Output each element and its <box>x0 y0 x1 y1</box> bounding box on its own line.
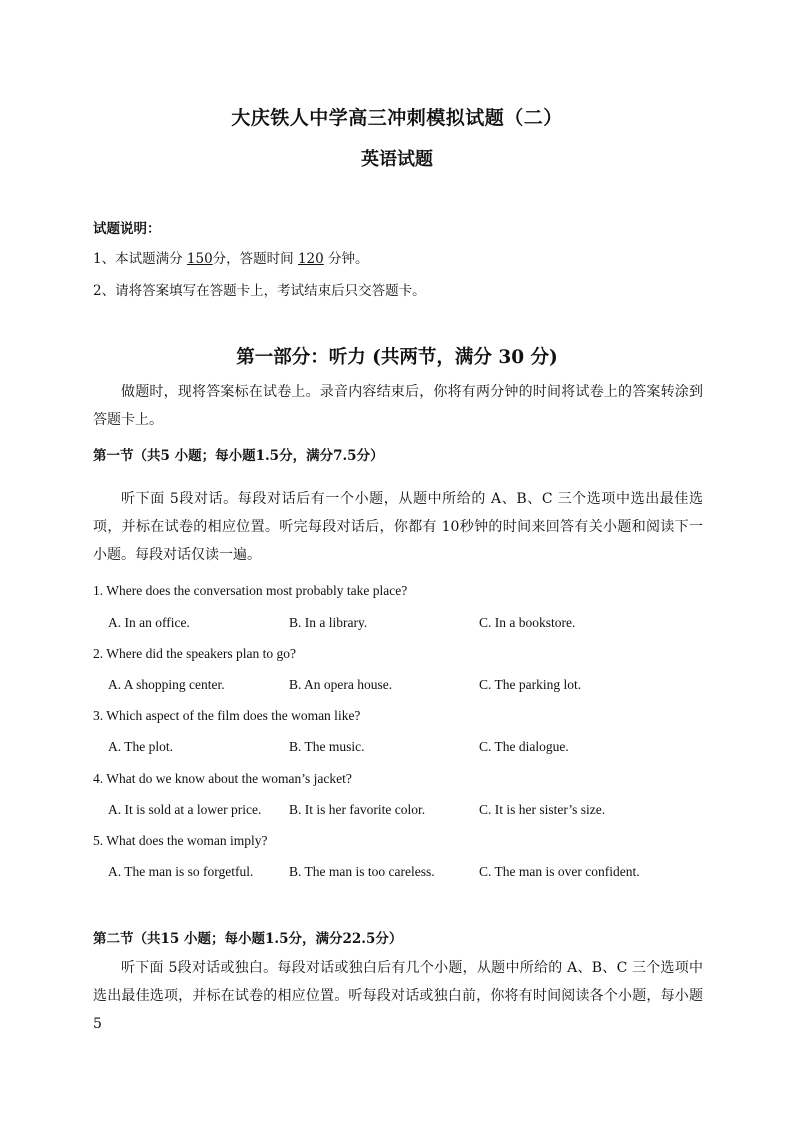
question-1-option-a: A. In an office. <box>108 615 190 630</box>
question-5-option-a: A. The man is so forgetful. <box>108 864 254 879</box>
section1-title: 第一节（共5 小题；每小题1.5分，满分7.5分） <box>93 448 384 464</box>
question-2-option-a: A. A shopping center. <box>108 677 225 692</box>
question-5-option-c: C. The man is over confident. <box>479 864 640 879</box>
exam-time: 120 <box>297 251 324 267</box>
section1-intro: 听下面 5段对话。每段对话后有一个小题，从题中所给的 A、B、C 三个选项中选出最佳选项，并标在试卷的相应位置。听完每段对话后，你都有 10秒钟的时间来回答有关小题和阅读下一小题。每段对话仅读一遍。 <box>93 491 703 563</box>
question-2-option-b: B. An opera house. <box>289 677 393 692</box>
question-3-option-c: C. The dialogue. <box>479 739 569 754</box>
question-4: 4. What do we know about the woman’s jacket? <box>93 771 352 786</box>
question-3-option-a: A. The plot. <box>108 739 173 754</box>
instruction-line-1 <box>93 247 369 267</box>
section2-intro: 听下面 5段对话或独白。每段对话或独白后有几个小题，从题中所给的 A、B、C 三个选项中选出最佳选项，并标在试卷的相应位置。听每段对话或独白前，你将有时间阅读各个小题，每小题 5 <box>93 960 703 1032</box>
question-1-option-c: C. In a bookstore. <box>479 615 576 630</box>
instruction-line-1-suffix: 分钟。 <box>328 251 369 267</box>
exam-title: 大庆铁人中学高三冲刺模拟试题（二） <box>231 107 563 129</box>
instruction-line-1-prefix: 1、本试题满分 <box>93 251 183 267</box>
question-5-option-b: B. The man is too careless. <box>289 864 435 879</box>
total-score: 150 <box>186 251 213 267</box>
question-4-option-a: A. It is sold at a lower price. <box>108 802 262 817</box>
question-3-option-b: B. The music. <box>289 739 365 754</box>
exam-subtitle: 英语试题 <box>361 149 433 170</box>
question-1: 1. Where does the conversation most probably take place? <box>93 583 408 598</box>
question-1-option-b: B. In a library. <box>289 615 368 630</box>
question-2-option-c: C. The parking lot. <box>479 677 582 692</box>
section2-title: 第二节（共15 小题；每小题1.5分，满分22.5分） <box>93 931 403 947</box>
question-5: 5. What does the woman imply? <box>93 833 268 848</box>
part1-intro: 做题时，现将答案标在试卷上。录音内容结束后，你将有两分钟的时间将试卷上的答案转涂到答题卡上。 <box>93 384 703 428</box>
instruction-line-1-mid: 分，答题时间 <box>212 251 294 267</box>
instruction-line-2: 2、请将答案填写在答题卡上，考试结束后只交答题卡。 <box>93 283 426 299</box>
question-2: 2. Where did the speakers plan to go? <box>93 646 296 661</box>
question-3: 3. Which aspect of the film does the woman like? <box>93 708 361 723</box>
instructions-heading: 试题说明： <box>93 221 161 237</box>
question-4-option-c: C. It is her sister’s size. <box>479 802 606 817</box>
question-4-option-b: B. It is her favorite color. <box>289 802 426 817</box>
part1-title: 第一部分：听力 (共两节，满分 30 分) <box>236 347 558 368</box>
